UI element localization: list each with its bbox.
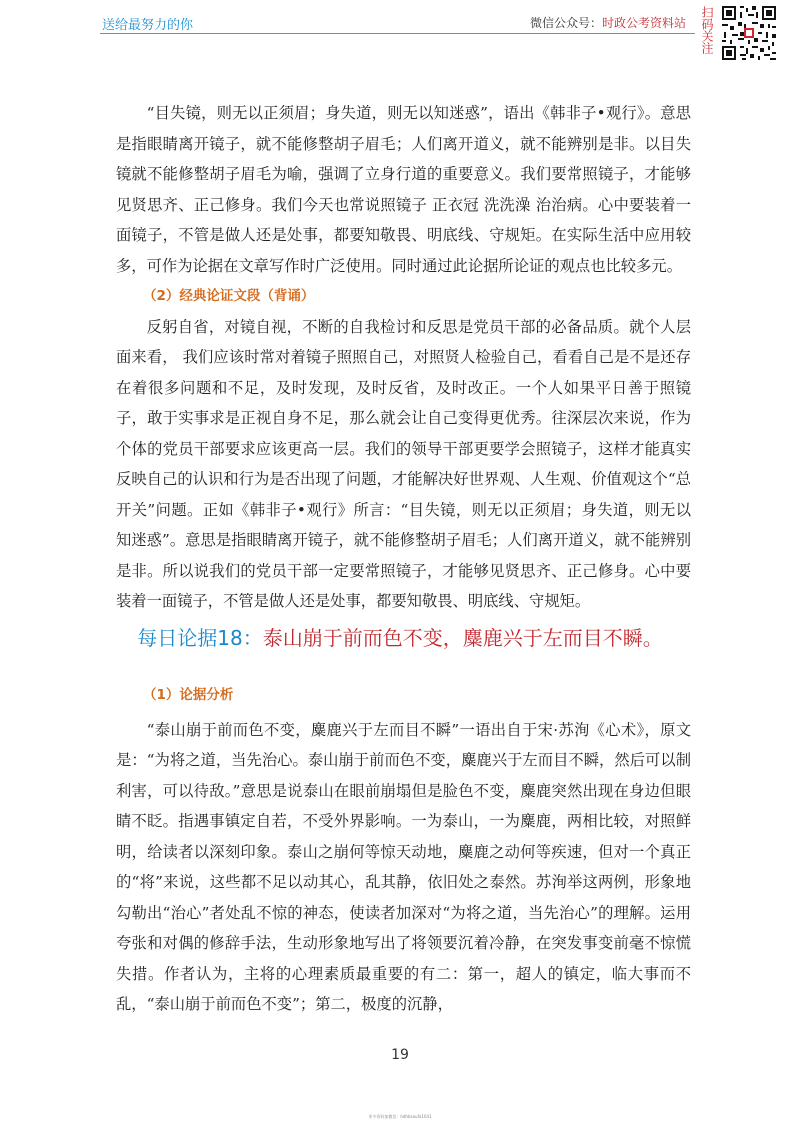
header-wechat-site: 时政公考资料站 — [601, 16, 686, 30]
argument-title-prefix: 每日论据18： — [137, 626, 263, 650]
paragraph-taishan-analysis: “泰山崩于前而色不变，麋鹿兴于左而目不瞬”一语出自于宋·苏洵《心术》，原文是：“为将之道，当先治心。泰山崩于前而色不变，麋鹿兴于左而目不瞬，然后可以制利害，可以待敌。”意思是说泰山在眼前崩塌但是脸色不变，麋鹿突然出现在身边但眼睛不眨。指遇事镇定自若，不受外界影响。一为泰山，一为麋鹿，两相比较，对照鲜明，给读者以深刻印象。泰山之崩何等惊天动地，麋鹿之动何等疾速，但对一个真正的“将”来说，这些都不足以动其心，乱其静，依旧处之泰然。苏洵举这两例，形象地勾勒出“治心”者处乱不惊的神态，使读者加深对“为将之道，当先治心”的理解。运用夸张和对偶的修辞手法，生动形象地写出了将领要沉着冷静，在突发事变前毫不惊慌失措。作者认为，主将的心理素质最重要的有二：第一，超人的镇定，临大事而不乱，“泰山崩于前而色不变”；第二，极度的沉静， — [116, 720, 691, 1013]
header-slogan: 送给最努力的你 — [102, 18, 194, 33]
subheading-classic-argument: （2）经典论证文段（背诵） — [143, 288, 315, 304]
argument-title — [0, 622, 800, 651]
subheading-analysis: （1）论据分析 — [143, 687, 234, 703]
header-wechat — [530, 14, 686, 31]
footer-note: 更多资料加微信：hdhbsoufa1641 — [368, 1114, 432, 1119]
section1-body — [116, 98, 691, 617]
scan-label: 扫码关注 — [700, 6, 714, 54]
header-wechat-prefix: 微信公众号： — [529, 16, 602, 30]
qr-code-icon[interactable] — [720, 4, 778, 62]
paragraph-classic-argument: 反躬自省，对镜自视，不断的自我检讨和反思是党员干部的必备品质。就个人层面来看， 我们应该时常对着镜子照照自己，对照贤人检验自己，看看自己是不是还存在着很多问题和不足，及时发现，及时反省，及时改正。一个人如果平日善于照镜子，敢于实事求是正视自身不足，那么就会让自己变得更优秀。往深层次来说，作为个体的党员干部要求应该更高一层。我们的领导干部更要学会照镜子，这样才能真实反映自己的认识和行为是否出现了问题，才能解决好世界观、人生观、价值观这个“总开关”问题。正如《韩非子•观行》所言：“目失镜，则无以正须眉；身失道，则无以知迷惑”。意思是指眼睛离开镜子，就不能修整胡子眉毛；人们离开道义，就不能辨别是非。所以说我们的党员干部一定要常照镜子，才能够见贤思齐、正己修身。心中要装着一面镜子，不管是做人还是处事，都要知敬畏、明底线、守规矩。 — [116, 317, 691, 610]
section2-body — [116, 680, 691, 1020]
paragraph-mirror-analysis: “目失镜，则无以正须眉；身失道，则无以知迷惑”，语出《韩非子•观行》。意思是指眼睛离开镜子，就不能修整胡子眉毛；人们离开道义，就不能辨别是非。以目失镜就不能修整胡子眉毛为喻，强调了立身行道的重要意义。我们要常照镜子，才能够见贤思齐、正己修身。我们今天也常说照镜子 正衣冠 洗洗澡 治治病。心中要装着一面镜子，不管是做人还是处事，都要知敬畏、明底线、守规矩。在实际生活中应用较多，可作为论据在文章写作时广泛使用。同时通过此论据所论证的观点也比较多元。 — [116, 104, 691, 275]
header-divider — [100, 33, 695, 34]
page-header — [0, 0, 800, 70]
argument-title-main: 泰山崩于前而色不变，麋鹿兴于左而目不瞬。 — [262, 626, 663, 650]
page-number: 19 — [391, 1047, 409, 1063]
